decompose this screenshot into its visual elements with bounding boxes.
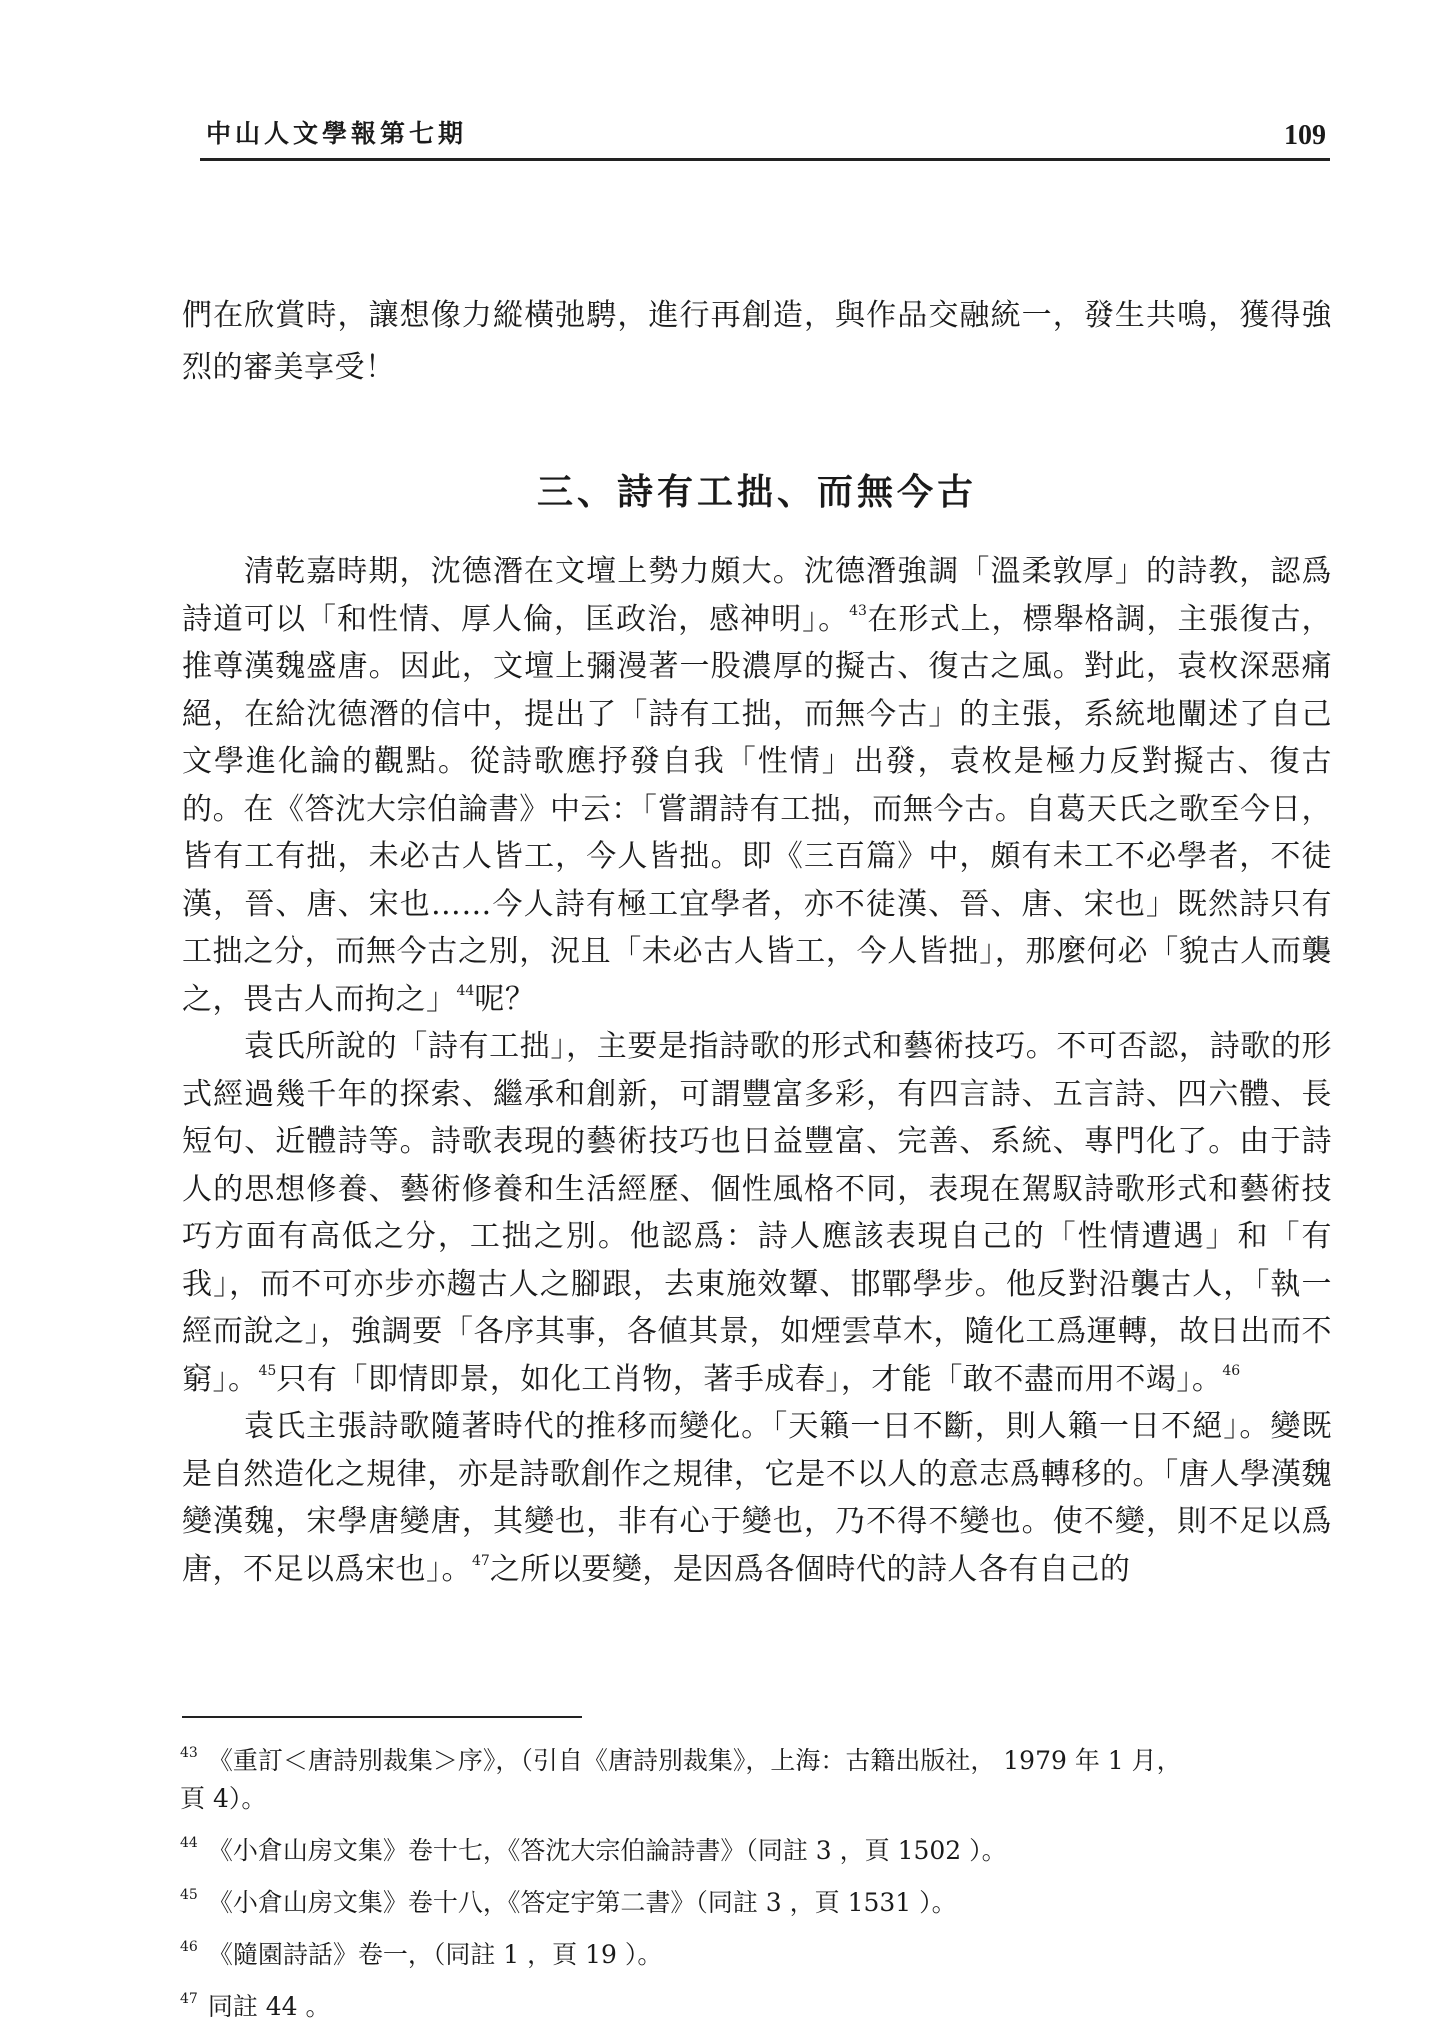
paragraph-text: 袁氏所說的「詩有工拙」，主要是指詩歌的形式和藝術技巧。不可否認，詩歌的形式經過幾千年的探索、繼承和創新，可謂豐富多彩，有四言詩、五言詩、四六體、長短句、近體詩等。詩歌表現的藝術技巧也日益豐富、完善、系統、專門化了。由于詩人的思想修養、藝術修養和生活經歷、個性風格不同，表現在駕馭詩歌形式和藝術技巧方面有高低之分，工拙之別。他認爲：詩人應該表現自己的「性情遭遇」和「有我」，而不可亦步亦趨古人之腳跟，去東施效顰、邯鄲學步。他反對沿襲古人，「執一經而說之」，強調要「各序其事，各値其景，如煙雲草木，隨化工爲運轉，故日出而不窮」。 xyxy=(182,1029,1332,1397)
footnote-ref: 44 xyxy=(456,982,475,999)
paragraph xyxy=(182,1023,1332,1403)
journal-title: 中山人文學報第七期 xyxy=(206,119,468,148)
paragraph xyxy=(182,548,1332,1023)
footnote xyxy=(180,1875,1330,1923)
footnote-text: 《小倉山房文集》卷十七，《答沈大宗伯論詩書》（同註 3 ，頁 1502 ）。 xyxy=(207,1836,1007,1865)
footnote-number: 46 xyxy=(180,1939,198,1955)
footnotes xyxy=(180,1733,1330,2031)
page-number: 109 xyxy=(1284,120,1326,151)
main-text xyxy=(182,548,1332,1593)
footnote-text: 《隨園詩話》卷一，（同註 1 ，頁 19 ）。 xyxy=(207,1940,663,1969)
footnote-ref: 45 xyxy=(258,1362,277,1379)
footnote-ref: 43 xyxy=(849,602,867,619)
paragraph-text: 只有「即情即景，如化工肖物，著手成春」，才能「敢不盡而用不竭」。 xyxy=(276,1361,1223,1397)
footnote-ref: 46 xyxy=(1222,1362,1241,1379)
footnote-text: 同註 44 。 xyxy=(207,1992,331,2021)
footnote-number: 44 xyxy=(180,1835,198,1851)
paragraph-text: 之所以要變，是因爲各個時代的詩人各有自己的 xyxy=(489,1551,1131,1587)
footnote-divider xyxy=(182,1716,582,1718)
footnote-continuation: 頁 4）。 xyxy=(180,1784,267,1813)
paragraph-text: 袁氏主張詩歌隨著時代的推移而變化。「天籟一日不斷，則人籟一日不絕」。變既是自然造化之規律，亦是詩歌創作之規律，它是不以人的意志爲轉移的。「唐人學漢魏變漢魏，宋學唐變唐，其變也，非有心于變也，乃不得不變也。使不變，則不足以爲唐，不足以爲宋也」。 xyxy=(182,1409,1332,1587)
paragraph-text: 呢？ xyxy=(474,981,536,1017)
paragraph-text: 清乾嘉時期，沈德潛在文壇上勢力頗大。沈德潛強調「溫柔敦厚」的詩教，認爲詩道可以「和性情、厚人倫，匡政治，感神明」。 xyxy=(182,554,1332,637)
footnote-number: 47 xyxy=(180,1991,198,2007)
footnote xyxy=(180,1927,1330,1975)
paragraph xyxy=(182,1403,1332,1593)
section-title: 三、詩有工拙、而無今古 xyxy=(536,472,977,513)
footnote-ref: 47 xyxy=(472,1552,490,1569)
footnote-number: 43 xyxy=(180,1745,198,1761)
footnote xyxy=(180,1733,1330,1819)
paragraph-text: 們在欣賞時，讓想像力縱橫弛騁，進行再創造，與作品交融統一，發生共鳴，獲得強烈的審美享受！ xyxy=(182,298,1332,385)
footnote xyxy=(180,1979,1330,2027)
running-header xyxy=(200,108,1330,161)
footnote xyxy=(180,1823,1330,1871)
footnote-number: 45 xyxy=(180,1887,198,1903)
paragraph-text: 在形式上，標舉格調，主張復古，推尊漢魏盛唐。因此，文壇上彌漫著一股濃厚的擬古、復古之風。對此，袁枚深惡痛絕，在給沈德潛的信中，提出了「詩有工拙，而無今古」的主張，系統地闡述了自己文學進化論的觀點。從詩歌應抒發自我「性情」出發，袁枚是極力反對擬古、復古的。在《答沈大宗伯論書》中云：「嘗謂詩有工拙，而無今古。自葛天氏之歌至今日，皆有工有拙，未必古人皆工，今人皆拙。即《三百篇》中，頗有未工不必學者，不徒漢，晉、唐、宋也……今人詩有極工宜學者，亦不徒漢、晉、唐、宋也」既然詩只有工拙之分，而無今古之別，況且「未必古人皆工，今人皆拙」，那麼何必「貌古人而襲之，畏古人而拘之」 xyxy=(182,601,1333,1017)
footnote-text: 《重訂＜唐詩別裁集＞序》，（引自《唐詩別裁集》，上海：古籍出版社， 1979 年 1 月， xyxy=(207,1746,1182,1775)
footnote-text: 《小倉山房文集》卷十八，《答定宇第二書》（同註 3 ，頁 1531 ）。 xyxy=(207,1888,957,1917)
continued-paragraph xyxy=(182,290,1332,394)
